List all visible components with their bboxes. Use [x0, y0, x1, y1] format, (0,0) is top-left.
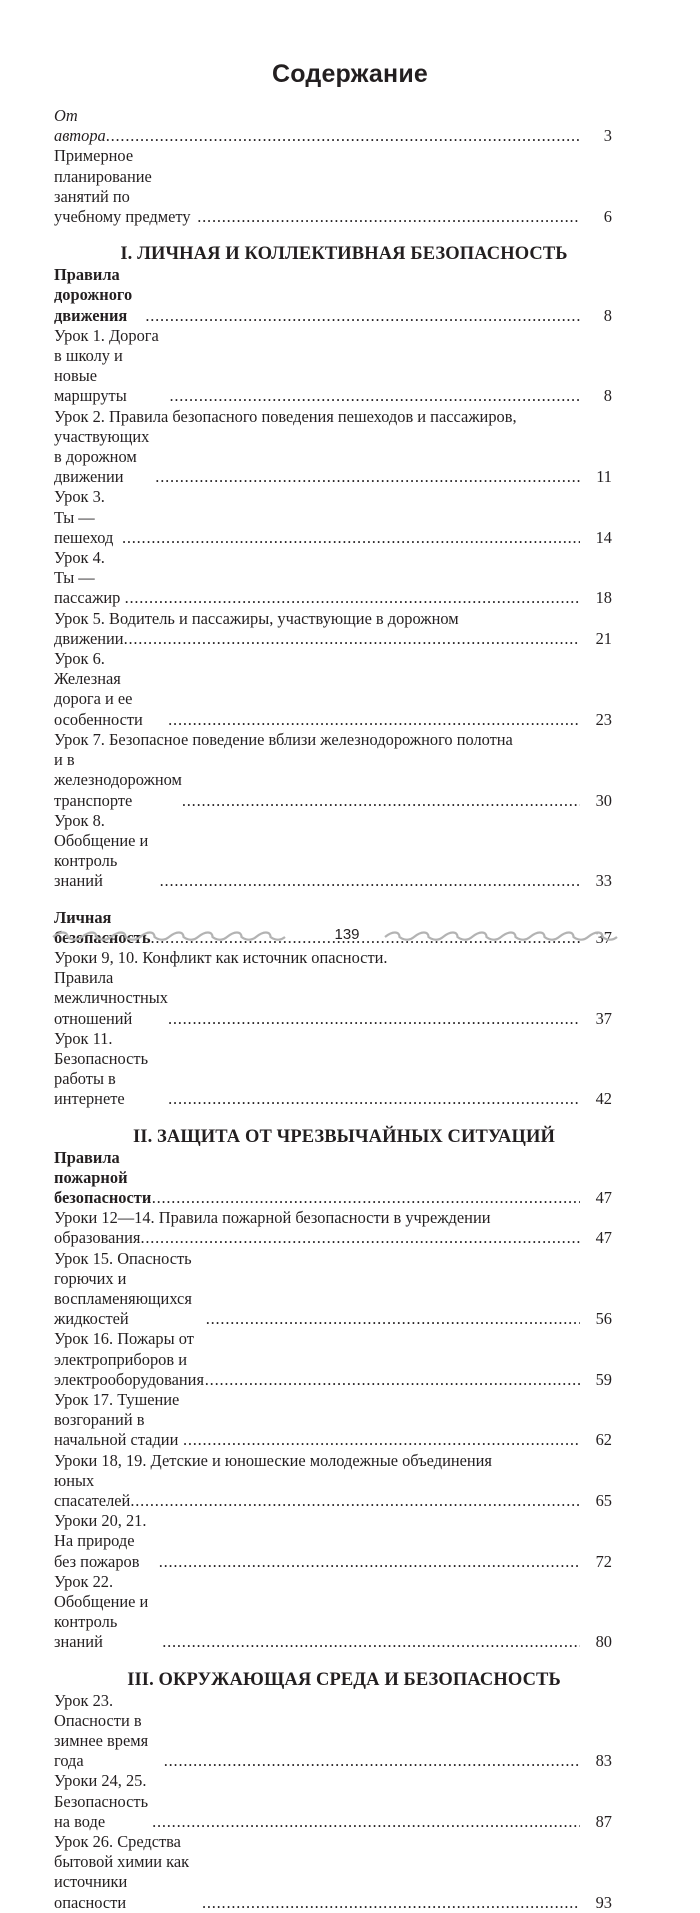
entry-text: участвующих в дорожном движении [54, 426, 150, 487]
page-ref: 42 [595, 1089, 612, 1109]
dot-leader [130, 1491, 580, 1511]
toc-entry [54, 649, 614, 730]
page-ref: 30 [595, 790, 612, 810]
entry-text: Уроки 20, 21. На природе без пожаров [54, 1511, 147, 1571]
entry-text: Урок 1. Дорога в школу и новые маршруты [54, 325, 159, 406]
dot-leader [182, 791, 580, 811]
entry-text: От автора [54, 106, 106, 146]
page-ref: 37 [595, 1008, 612, 1028]
dot-leader [106, 126, 580, 146]
wave-ornament-left [52, 930, 288, 944]
entry-text: Урок 2. Правила безопасного поведения пешеходов и пассажиров, [54, 406, 517, 426]
entry-text: Урок 3. Ты — пешеход [54, 487, 114, 547]
page-ref: 83 [595, 1751, 612, 1771]
entry-text: Урок 15. Опасность горючих и воспламеняющихся жидкостей [54, 1248, 192, 1329]
entry-text: Урок 11. Безопасность работы в интернете [54, 1028, 149, 1109]
toc-group-heading [54, 265, 614, 326]
entry-text: Урок 17. Тушение возгораний в начальной стадии [54, 1389, 180, 1450]
section-title: III. ОКРУЖАЮЩАЯ СРЕДА И БЕЗОПАСНОСТЬ [127, 1669, 561, 1690]
toc-entry [54, 1451, 614, 1512]
section-title: I. ЛИЧНАЯ И КОЛЛЕКТИВНАЯ БЕЗОПАСНОСТЬ [120, 244, 568, 265]
page-ref: 18 [595, 588, 612, 608]
toc-entry [54, 1572, 614, 1653]
page-title: Содержание [271, 60, 429, 88]
page-footer [0, 922, 700, 952]
dot-leader [206, 1309, 580, 1329]
page-number: 139 [334, 926, 360, 943]
dot-leader [183, 1430, 580, 1450]
dot-leader [168, 1009, 580, 1029]
page-ref: 6 [603, 207, 612, 227]
toc-entry [54, 1249, 614, 1330]
dot-leader [168, 710, 580, 730]
page-ref: 23 [595, 709, 612, 729]
toc-entry [54, 407, 614, 488]
entry-text: Уроки 12—14. Правила пожарной безопасности в учреждении [54, 1208, 491, 1228]
page-ref: 3 [603, 126, 612, 146]
toc-entry [54, 1029, 614, 1110]
page-ref: 21 [595, 628, 612, 648]
dot-leader [164, 1751, 580, 1771]
toc-entry [54, 1390, 614, 1451]
page-ref: 37 [595, 927, 612, 947]
page-ref: 62 [595, 1430, 612, 1450]
entry-text: Урок 8. Обобщение и контроль знаний [54, 810, 149, 891]
dot-leader [169, 386, 580, 406]
page-ref: 8 [603, 305, 612, 325]
page-ref: 65 [595, 1491, 612, 1510]
page-ref: 47 [595, 1187, 612, 1207]
entry-text: Уроки 18, 19. Детские и юношеские молодежные объединения [54, 1450, 492, 1470]
entry-text: движении [54, 628, 124, 648]
dot-leader [152, 1188, 580, 1208]
page-ref: 87 [595, 1811, 612, 1831]
dot-leader [197, 207, 580, 227]
entry-text: Примерное планирование занятий по учебному предмету [54, 146, 191, 227]
dot-leader [145, 306, 580, 326]
toc-entry [54, 1329, 614, 1390]
page-ref: 33 [595, 871, 612, 891]
toc-entry-intro [54, 146, 614, 227]
dot-leader [159, 1552, 580, 1572]
dot-leader [162, 1632, 580, 1652]
wave-ornament-right [384, 930, 620, 944]
entry-text: образования [54, 1228, 141, 1248]
toc-entry [54, 609, 614, 649]
dot-leader [168, 1089, 580, 1109]
toc-entry [54, 811, 614, 892]
entry-text: и в железнодорожном транспорте [54, 750, 182, 810]
entry-text: Урок 23. Опасности в зимнее время года [54, 1690, 149, 1771]
entry-text: Урок 7. Безопасное поведение вблизи железнодорожного полотна [54, 729, 513, 749]
table-of-contents [54, 106, 614, 1913]
page-ref: 47 [595, 1228, 612, 1248]
entry-text: Урок 16. Пожары от электроприборов и электрооборудования [54, 1329, 204, 1389]
entry-text: Уроки 24, 25. Безопасность на воде [54, 1771, 149, 1831]
dot-leader [125, 588, 580, 608]
page-ref: 80 [595, 1632, 612, 1652]
entry-text: Урок 26. Средства бытовой химии как источники опасности [54, 1832, 190, 1912]
toc-entry [54, 548, 614, 609]
page-ref: 14 [595, 527, 612, 547]
toc-entry [54, 1208, 614, 1248]
entry-text: Личная безопасность [54, 907, 151, 947]
page-ref: 56 [595, 1309, 612, 1329]
dot-leader [122, 528, 580, 548]
page-ref: 11 [596, 467, 612, 487]
page-ref: 93 [595, 1892, 612, 1912]
entry-text: Уроки 9, 10. Конфликт как источник опасности. [54, 947, 388, 967]
entry-text: Урок 5. Водитель и пассажиры, участвующие в дорожном [54, 608, 459, 628]
toc-entry [54, 730, 614, 811]
toc-entry-intro [54, 106, 614, 146]
page-ref: 72 [595, 1551, 612, 1571]
dot-leader [140, 1228, 580, 1248]
dot-leader [152, 1812, 580, 1832]
toc-entry [54, 326, 614, 407]
toc-entry [54, 487, 614, 548]
dot-leader [160, 871, 580, 891]
dot-leader [202, 1893, 580, 1913]
toc-group-heading [54, 1148, 614, 1209]
toc-entry [54, 1832, 614, 1913]
entry-text: Урок 22. Обобщение и контроль знаний [54, 1571, 149, 1652]
entry-text: Урок 4. Ты — пассажир [54, 548, 121, 608]
toc-entry [54, 1691, 614, 1772]
entry-text: юных спасателей [54, 1470, 131, 1510]
page-ref: 59 [595, 1369, 612, 1389]
dot-leader [155, 467, 580, 487]
toc-entry [54, 1771, 614, 1832]
dot-leader [124, 629, 580, 649]
entry-text: Правила дорожного движения [54, 265, 133, 325]
toc-entry [54, 1511, 614, 1572]
page-ref: 8 [603, 386, 612, 406]
section-title: II. ЗАЩИТА ОТ ЧРЕЗВЫЧАЙНЫХ СИТУАЦИЙ [133, 1126, 555, 1147]
entry-text: Правила пожарной безопасности [54, 1147, 152, 1207]
toc-entry [54, 948, 614, 1029]
entry-text: Урок 6. Железная дорога и ее особенности [54, 649, 143, 729]
dot-leader [205, 1370, 580, 1390]
entry-text: Правила межличностных отношений [54, 968, 168, 1028]
